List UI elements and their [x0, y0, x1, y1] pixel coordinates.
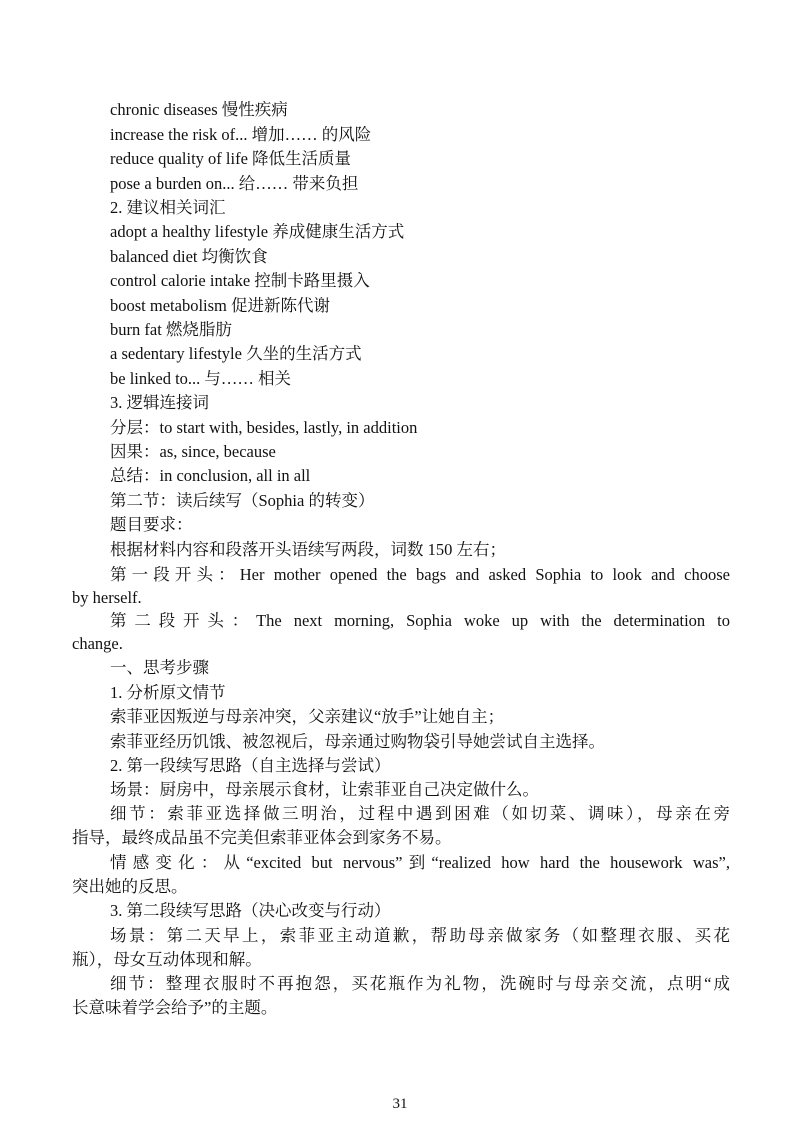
vocab-item: boost metabolism 促进新陈代谢	[110, 296, 330, 315]
page-number: 31	[392, 1096, 408, 1112]
para1-detail: 细节：索菲亚选择做三明治，过程中遇到困难（如切菜、调味），母亲在旁	[110, 804, 730, 823]
vocab-item: control calorie intake 控制卡路里摄入	[110, 271, 370, 290]
vocab-item: increase the risk of... 增加…… 的风险	[110, 125, 372, 144]
analysis-heading: 1. 分析原文情节	[110, 683, 226, 702]
vocab-item: chronic diseases 慢性疾病	[110, 100, 288, 119]
para2-scene: 场景：第二天早上，索菲亚主动道歉，帮助母亲做家务（如整理衣服、买花	[110, 926, 730, 945]
para1-plan-heading: 2. 第一段续写思路（自主选择与尝试）	[110, 756, 391, 775]
para2-opening-cont: change.	[72, 634, 123, 653]
vocab-item: burn fat 燃烧脂肪	[110, 320, 232, 339]
para2-opening: 第二段开头：The next morning, Sophia woke up with the determination to	[110, 611, 730, 630]
connector-item: 分层：to start with, besides, lastly, in addition	[110, 418, 418, 437]
connector-item: 因果：as, since, because	[110, 442, 276, 461]
para2-plan-heading: 3. 第二段续写思路（决心改变与行动）	[110, 901, 391, 920]
analysis-line: 索菲亚因叛逆与母亲冲突，父亲建议“放手”让她自主；	[110, 707, 505, 726]
vocab-item: a sedentary lifestyle 久坐的生活方式	[110, 344, 362, 363]
para1-detail-cont: 指导，最终成品虽不完美但索菲亚体会到家务不易。	[72, 828, 452, 847]
vocab-item: balanced diet 均衡饮食	[110, 247, 268, 266]
para1-emotion: 情感变化：从“excited but nervous”到“realized how hard the housework was”,	[110, 853, 730, 872]
para2-detail: 细节：整理衣服时不再抱怨，买花瓶作为礼物，洗碗时与母亲交流，点明“成	[110, 974, 730, 993]
vocab-item: pose a burden on... 给…… 带来负担	[110, 174, 359, 193]
task-heading: 题目要求：	[110, 515, 193, 534]
para1-emotion-cont: 突出她的反思。	[72, 877, 188, 896]
para2-detail-cont: 长意味着学会给予”的主题。	[72, 998, 278, 1017]
vocab-item: reduce quality of life 降低生活质量	[110, 149, 352, 168]
para1-opening-cont: by herself.	[72, 588, 142, 607]
task-text: 根据材料内容和段落开头语续写两段，词数 150 左右；	[110, 540, 506, 559]
vocab-item: be linked to... 与…… 相关	[110, 369, 292, 388]
section-heading-advice: 2. 建议相关词汇	[110, 198, 226, 217]
section-heading-connectors: 3. 逻辑连接词	[110, 393, 209, 412]
para1-scene: 场景：厨房中，母亲展示食材，让索菲亚自己决定做什么。	[110, 780, 539, 799]
connector-item: 总结：in conclusion, all in all	[110, 466, 311, 485]
para2-scene-cont: 瓶），母女互动体现和解。	[72, 950, 262, 969]
vocab-item: adopt a healthy lifestyle 养成健康生活方式	[110, 222, 405, 241]
steps-heading: 一、思考步骤	[110, 658, 209, 677]
para1-opening: 第一段开头：Her mother opened the bags and asked Sophia to look and choose	[110, 565, 730, 584]
section-title: 第二节：读后续写（Sophia 的转变）	[110, 491, 375, 510]
analysis-line: 索菲亚经历饥饿、被忽视后，母亲通过购物袋引导她尝试自主选择。	[110, 732, 605, 751]
